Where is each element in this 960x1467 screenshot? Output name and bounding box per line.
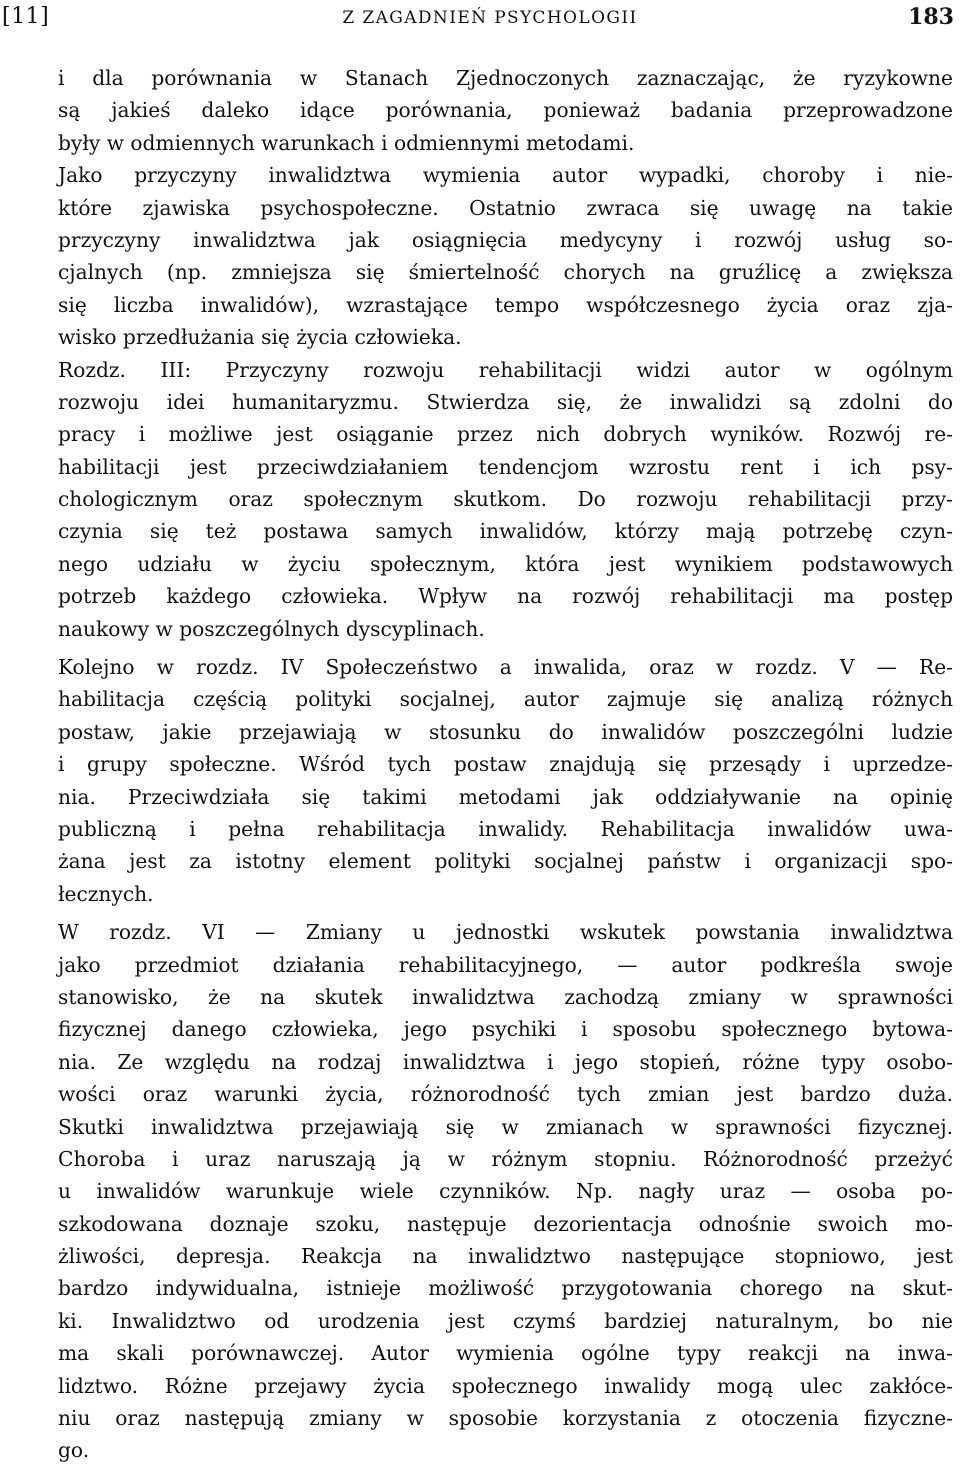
text-line: go. — [58, 1438, 90, 1463]
text-line: Rozdz. III: Przyczyny rozwoju rehabilitacji widzi autor w ogólnym — [58, 357, 953, 382]
paragraph — [58, 916, 953, 1467]
text-line: Kolejno w rozdz. IV Społeczeństwo a inwalida, oraz w rozdz. V — Re- — [58, 655, 953, 680]
text-line: były w odmiennych warunkach i odmiennymi metodami. — [58, 130, 635, 155]
text-line: publiczną i pełna rehabilitacja inwalidy. Rehabilitacja inwalidów uwa- — [58, 816, 953, 841]
text-line: żana jest za istotny element polityki socjalnej państw i organizacji spo- — [58, 849, 953, 874]
text-line: które zjawiska psychospołeczne. Ostatnio zwraca się uwagę na takie — [58, 195, 953, 220]
text-line: niu oraz następują zmiany w sposobie korzystania z otoczenia fizyczne- — [58, 1406, 953, 1431]
text-line: pracy i możliwe jest osiąganie przez nich dobrych wyników. Rozwój re- — [58, 422, 953, 447]
text-line: się liczba inwalidów), wzrastające tempo współczesnego życia oraz zja- — [58, 292, 953, 317]
text-line: lidztwo. Różne przejawy życia społecznego inwalidy mogą ulec zakłóce- — [58, 1373, 953, 1398]
text-line: nia. Przeciwdziała się takimi metodami jak oddziaływanie na opinię — [58, 784, 953, 809]
text-line: stanowisko, że na skutek inwalidztwa zachodzą zmiany w sprawności — [58, 984, 953, 1009]
text-line: bardzo indywidualna, istnieje możliwość przygotowania chorego na skut- — [58, 1276, 953, 1301]
text-line: ki. Inwalidztwo od urodzenia jest czymś bardziej naturalnym, bo nie — [58, 1308, 953, 1333]
text-line: i grupy społeczne. Wśród tych postaw znajdują się przesądy i uprzedze- — [58, 752, 953, 777]
text-line: Choroba i uraz naruszają ją w różnym stopniu. Różnorodność przeżyć — [58, 1146, 953, 1171]
page-number: 183 — [908, 4, 954, 30]
text-line: i dla porównania w Stanach Zjednoczonych zaznaczając, że ryzykowne — [58, 66, 953, 90]
text-line: W rozdz. VI — Zmiany u jednostki wskutek powstania inwalidztwa — [58, 920, 953, 945]
text-line: fizycznej danego człowieka, jego psychiki i sposobu społecznego bytowa- — [58, 1017, 953, 1042]
paragraph — [58, 354, 953, 646]
paragraph — [58, 651, 953, 910]
running-title: Z ZAGADNIEŃ PSYCHOLOGII — [342, 8, 638, 28]
text-line: postaw, jakie przejawiają w stosunku do inwalidów poszczególni ludzie — [58, 719, 953, 744]
text-line: nego udziału w życiu społecznym, która jest wynikiem podstawowych — [58, 551, 953, 576]
text-line: chologicznym oraz społecznym skutkom. Do rozwoju rehabilitacji przy- — [58, 487, 953, 512]
text-line: nia. Ze względu na rodzaj inwalidztwa i jego stopień, różne typy osobo- — [58, 1049, 953, 1074]
text-line: łecznych. — [58, 881, 154, 906]
text-line: wości oraz warunki życia, różnorodność tych zmian jest bardzo duża. — [58, 1082, 953, 1107]
text-line: u inwalidów warunkuje wiele czynników. Np. nagły uraz — osoba po- — [58, 1179, 953, 1204]
text-line: wisko przedłużania się życia człowieka. — [58, 325, 462, 350]
text-line: habilitacja częścią polityki socjalnej, autor zajmuje się analizą różnych — [58, 687, 953, 712]
text-line: naukowy w poszczególnych dyscyplinach. — [58, 616, 485, 641]
paragraph — [58, 159, 953, 353]
text-line: czynia się też postawa samych inwalidów, którzy mają potrzebę czyn- — [58, 519, 953, 544]
text-line: są jakieś daleko idące porównania, ponieważ badania przeprowadzone — [58, 98, 953, 123]
text-line: potrzeb każdego człowieka. Wpływ na rozwój rehabilitacji ma postęp — [58, 584, 953, 609]
text-line: żliwości, depresja. Reakcja na inwalidztwo następujące stopniowo, jest — [58, 1244, 953, 1269]
text-line: przyczyny inwalidztwa jak osiągnięcia medycyny i rozwój usług so- — [58, 227, 953, 252]
text-line: habilitacji jest przeciwdziałaniem tendencjom wzrostu rent i ich psy- — [58, 454, 953, 479]
text-line: cjalnych (np. zmniejsza się śmiertelność chorych na gruźlicę a zwiększa — [58, 260, 953, 285]
text-line: rozwoju idei humanitaryzmu. Stwierdza się, że inwalidzi są zdolni do — [58, 389, 953, 414]
text-line: Skutki inwalidztwa przejawiają się w zmianach w sprawności fizycznej. — [58, 1114, 953, 1139]
page-reference: [11] — [2, 4, 50, 29]
text-line: jako przedmiot działania rehabilitacyjnego, — autor podkreśla swoje — [58, 952, 953, 977]
text-line: ma skali porównawczej. Autor wymienia ogólne typy reakcji na inwa- — [58, 1341, 953, 1366]
body-text — [58, 62, 953, 1467]
running-header — [0, 0, 960, 40]
text-line: Jako przyczyny inwalidztwa wymienia autor wypadki, choroby i nie- — [58, 163, 953, 188]
text-line: szkodowana doznaje szoku, następuje dezorientacja odnośnie swoich mo- — [58, 1211, 953, 1236]
paragraph — [58, 62, 953, 159]
